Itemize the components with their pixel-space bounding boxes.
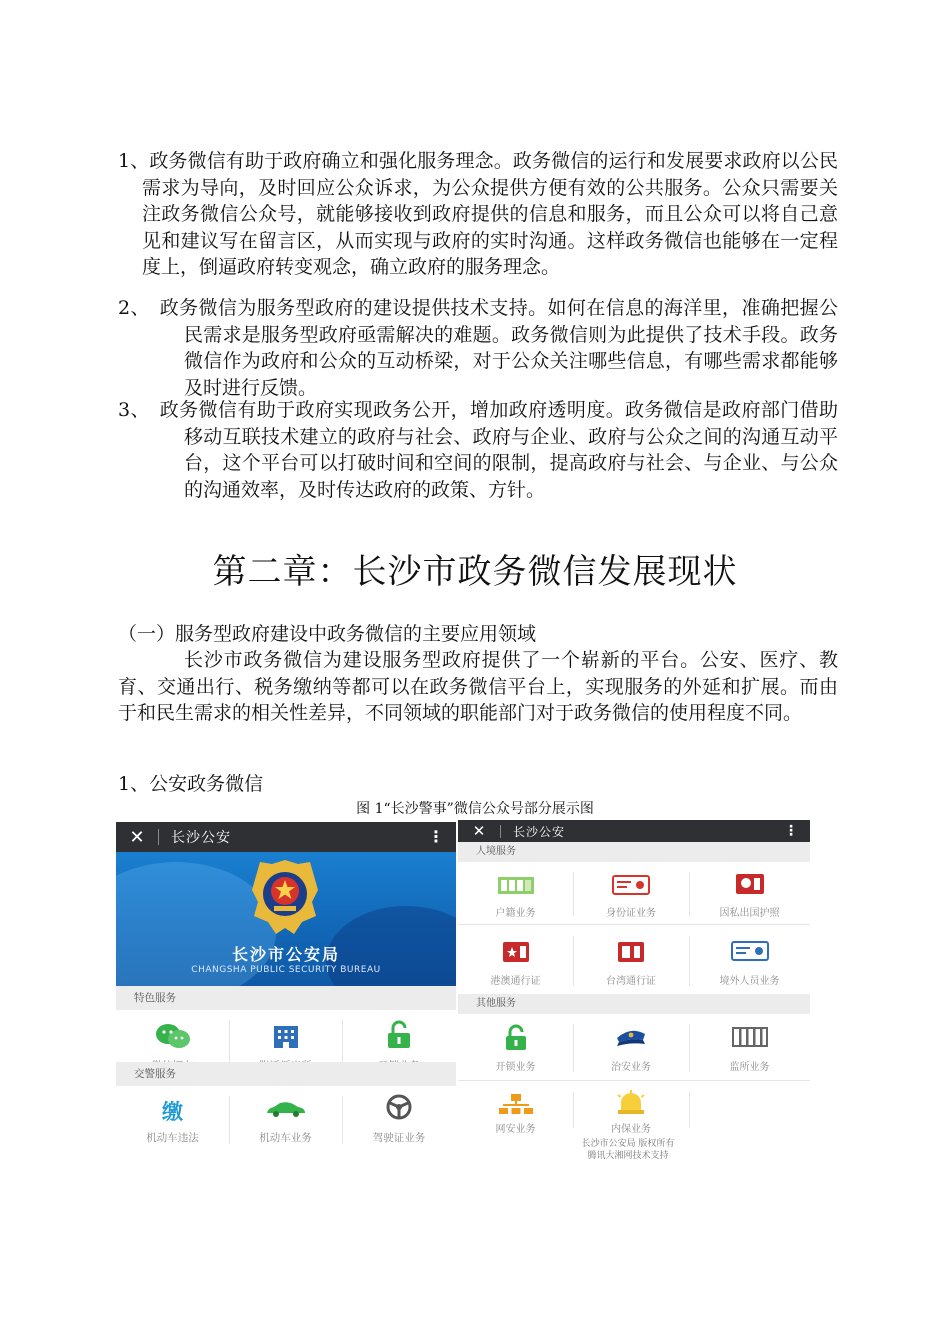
entry-grid-row2	[458, 926, 810, 994]
section-bar-entry: 人境服务	[458, 842, 810, 862]
phone-title: 长沙公安	[171, 830, 231, 846]
chapter-title: 第二章：长沙市政务微信发展现状	[212, 552, 738, 592]
traffic-grid	[116, 1086, 456, 1152]
service-internal-security[interactable]: 内保业务	[573, 1082, 689, 1138]
service-vehicle-violation[interactable]: 缴 机动车违法	[116, 1086, 229, 1152]
more-icon: ⋮	[428, 827, 444, 846]
service-vehicle[interactable]: 机动车业务	[229, 1086, 342, 1152]
service-id-card[interactable]: 身份证业务	[573, 862, 689, 924]
subsection-heading: （一）服务型政府建设中政务微信的主要应用领域	[118, 623, 537, 645]
banner-title: 长沙市公安局	[231, 945, 340, 964]
right-phone-screenshot	[458, 820, 810, 1165]
service-household-registration[interactable]: 户籍业务	[458, 862, 573, 924]
close-icon: ✕	[472, 822, 486, 840]
prison-bars-icon	[731, 1026, 769, 1048]
service-foreigner[interactable]: 境外人员业务	[689, 926, 810, 994]
police-banner	[116, 852, 456, 986]
id-card-icon	[611, 874, 651, 896]
paragraph-3: 3、 政务微信有助于政府实现政务公开，增加政府透明度。政务微信是政府部门借助移动互联技术建立的政府与社会、政府与企业、政府与公众之间的沟通互动平台，这个平台可以打破时间和空间的限制，提高政府与社会、与企业、与公众的沟通效率，及时传达政府的政策、方针。	[118, 399, 838, 501]
copyright-text: 长沙市公安局 版权所有	[581, 1139, 675, 1149]
section-bar-featured: 特色服务	[116, 986, 456, 1010]
other-grid-row3	[458, 1014, 810, 1080]
service-hk-macao-permit[interactable]: 港澳通行证	[458, 926, 573, 994]
household-register-icon	[496, 874, 536, 896]
entry-grid-row1	[458, 862, 810, 924]
section-bar-other: 其他服务	[458, 994, 810, 1014]
police-cap-icon	[613, 1026, 649, 1050]
foreigner-card-icon	[730, 940, 770, 962]
section-bar-traffic: 交警服务	[116, 1062, 456, 1086]
banner-subtitle: CHANGSHA PUBLIC SECURITY BUREAU	[191, 965, 381, 975]
phone-topbar	[458, 820, 810, 842]
section-heading: 1、公安政务微信	[118, 773, 264, 795]
close-icon: ✕	[129, 826, 145, 848]
service-driver-license[interactable]: 驾驶证业务	[342, 1086, 456, 1152]
figure-caption: 图 1“长沙警事”微信公众号部分展示图	[356, 801, 594, 817]
pay-icon: 缴	[162, 1100, 183, 1124]
building-icon	[271, 1022, 301, 1050]
network-icon	[497, 1092, 535, 1116]
wechat-icon	[154, 1022, 192, 1050]
taiwan-permit-icon	[616, 940, 646, 964]
left-phone-screenshot	[116, 822, 456, 1152]
police-emblem-icon	[250, 858, 320, 936]
hk-macao-permit-icon	[501, 940, 531, 964]
alarm-light-icon	[614, 1090, 648, 1116]
more-icon: ⋮	[784, 823, 798, 839]
service-detention[interactable]: 监所业务	[689, 1014, 810, 1080]
paragraph-2: 2、 政务微信为服务型政府的建设提供技术支持。如何在信息的海洋里，准确把握公民需求是服务型政府亟需解决的难题。政务微信则为此提供了技术手段。政务微信作为政府和公众的互动桥梁，对于公众关注哪些信息，有哪些需求都能够及时进行反馈。	[118, 297, 838, 399]
paragraph-1: 1、政务微信有助于政府确立和强化服务理念。政务微信的运行和发展要求政府以公民需求为导向，及时回应公众诉求，为公众提供方便有效的公共服务。公众只需要关注政务微信公众号，就能够接收到政府提供的信息和服务，而且公众可以将自己意见和建议写在留言区，从而实现与政府的实时沟通。这样政务微信也能够在一定程度上，倒逼政府转变观念，确立政府的服务理念。	[118, 150, 838, 278]
car-icon	[265, 1100, 307, 1118]
service-public-security[interactable]: 治安业务	[573, 1014, 689, 1080]
other-grid-row4	[458, 1082, 810, 1138]
tech-support-text: 腾讯大湘网技术支持	[587, 1151, 669, 1161]
service-internet-security[interactable]: 网安业务	[458, 1082, 573, 1138]
divider	[158, 829, 159, 845]
lock-icon	[385, 1020, 413, 1050]
lock-icon	[503, 1024, 529, 1052]
divider	[500, 825, 501, 838]
phone-topbar	[116, 822, 456, 852]
service-taiwan-permit[interactable]: 台湾通行证	[573, 926, 689, 994]
service-passport[interactable]: 因私出国护照	[689, 862, 810, 924]
body-paragraph: 长沙市政务微信为建设服务型政府提供了一个崭新的平台。公安、医疗、教育、交通出行、税务缴纳等都可以在政务微信平台上，实现服务的外延和扩展。而由于和民生需求的相关性差异，不同领域的职能部门对于政务微信的使用程度不同。	[118, 649, 838, 724]
steering-wheel-icon	[386, 1094, 412, 1120]
service-unlock-2[interactable]: 开锁业务	[458, 1014, 573, 1080]
passport-icon	[734, 872, 766, 896]
phone-title: 长沙公安	[513, 824, 566, 839]
